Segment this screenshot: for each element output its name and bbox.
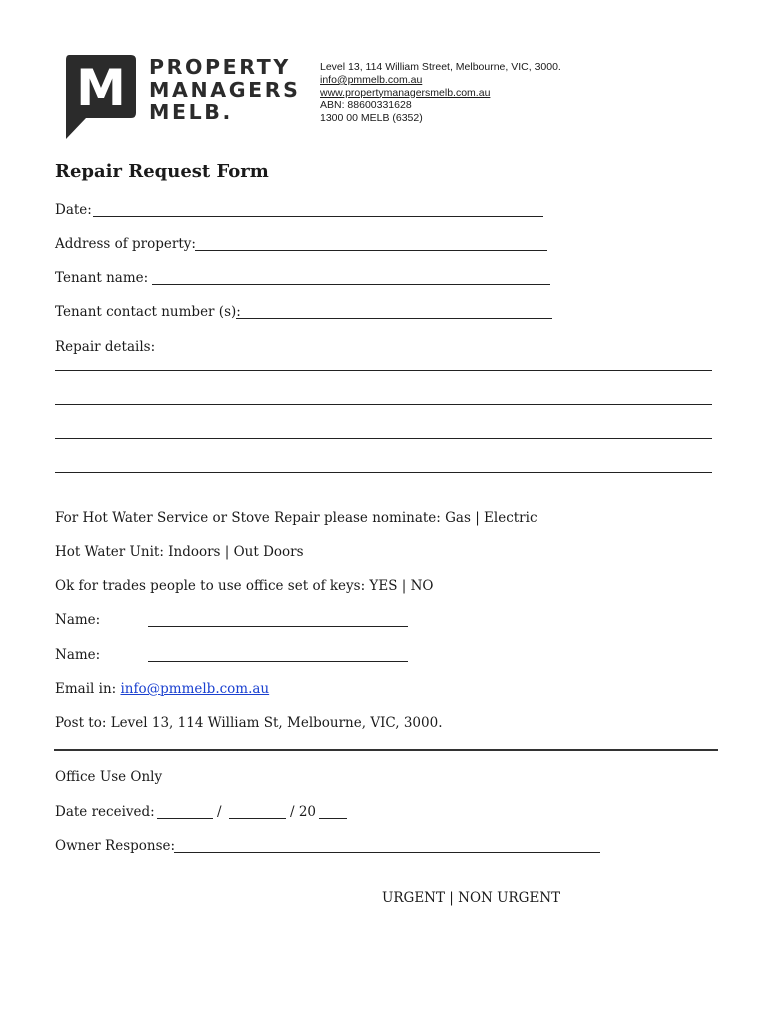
tenant-contact-field[interactable]: [236, 318, 552, 319]
repair-details-line[interactable]: [55, 370, 712, 371]
contact-abn: ABN: 88600331628: [320, 99, 412, 112]
date-label: Date:: [55, 202, 92, 218]
name-label: Name:: [55, 647, 101, 663]
tenant-contact-label: Tenant contact number (s):: [55, 304, 241, 320]
keys-permission-option[interactable]: Ok for trades people to use office set of keys: YES | NO: [55, 578, 434, 594]
tenant-name-field[interactable]: [152, 284, 550, 285]
date-received-month-field[interactable]: [229, 818, 286, 819]
contact-email-link[interactable]: info@pmmelb.com.au: [320, 73, 423, 86]
tenant-name-label: Tenant name:: [55, 270, 149, 286]
hot-water-stove-option[interactable]: For Hot Water Service or Stove Repair please nominate: Gas | Electric: [55, 510, 538, 526]
office-use-heading: Office Use Only: [55, 769, 163, 785]
form-title: Repair Request Form: [55, 161, 269, 182]
contact-block: [320, 61, 561, 125]
contact-address: Level 13, 114 William Street, Melbourne, VIC, 3000.: [320, 61, 561, 73]
name-field[interactable]: [148, 661, 408, 662]
owner-response-field[interactable]: [174, 852, 600, 853]
year-prefix: / 20: [290, 804, 317, 820]
contact-phone: 1300 00 MELB (6352): [320, 112, 423, 125]
repair-details-line[interactable]: [55, 472, 712, 473]
logo-letter: M: [76, 59, 126, 117]
repair-details-label: Repair details:: [55, 339, 156, 355]
post-to-text: Post to: Level 13, 114 William St, Melbourne, VIC, 3000.: [55, 715, 443, 731]
brand-line: MANAGERS: [149, 77, 301, 102]
date-received-label: Date received:: [55, 804, 155, 820]
date-separator: /: [217, 804, 222, 820]
name-label: Name:: [55, 612, 101, 628]
brand-line: PROPERTY: [149, 55, 291, 79]
contact-website-link[interactable]: www.propertymanagersmelb.com.au: [320, 86, 491, 99]
email-prefix: Email in:: [55, 681, 121, 697]
date-field[interactable]: [93, 216, 543, 217]
urgency-option[interactable]: URGENT | NON URGENT: [382, 890, 561, 906]
section-divider: [54, 749, 718, 751]
hot-water-unit-option[interactable]: Hot Water Unit: Indoors | Out Doors: [55, 544, 304, 560]
name-field[interactable]: [148, 626, 408, 627]
brand-line: MELB.: [149, 100, 233, 124]
address-label: Address of property:: [55, 236, 196, 252]
date-received-year-field[interactable]: [319, 818, 347, 819]
address-field[interactable]: [195, 250, 547, 251]
repair-details-line[interactable]: [55, 404, 712, 405]
owner-response-label: Owner Response:: [55, 838, 176, 854]
company-logo-icon: [64, 55, 136, 139]
repair-details-line[interactable]: [55, 438, 712, 439]
brand-name: [149, 56, 300, 124]
date-received-day-field[interactable]: [157, 818, 213, 819]
email-line: [55, 681, 269, 697]
email-link[interactable]: info@pmmelb.com.au: [120, 681, 270, 697]
